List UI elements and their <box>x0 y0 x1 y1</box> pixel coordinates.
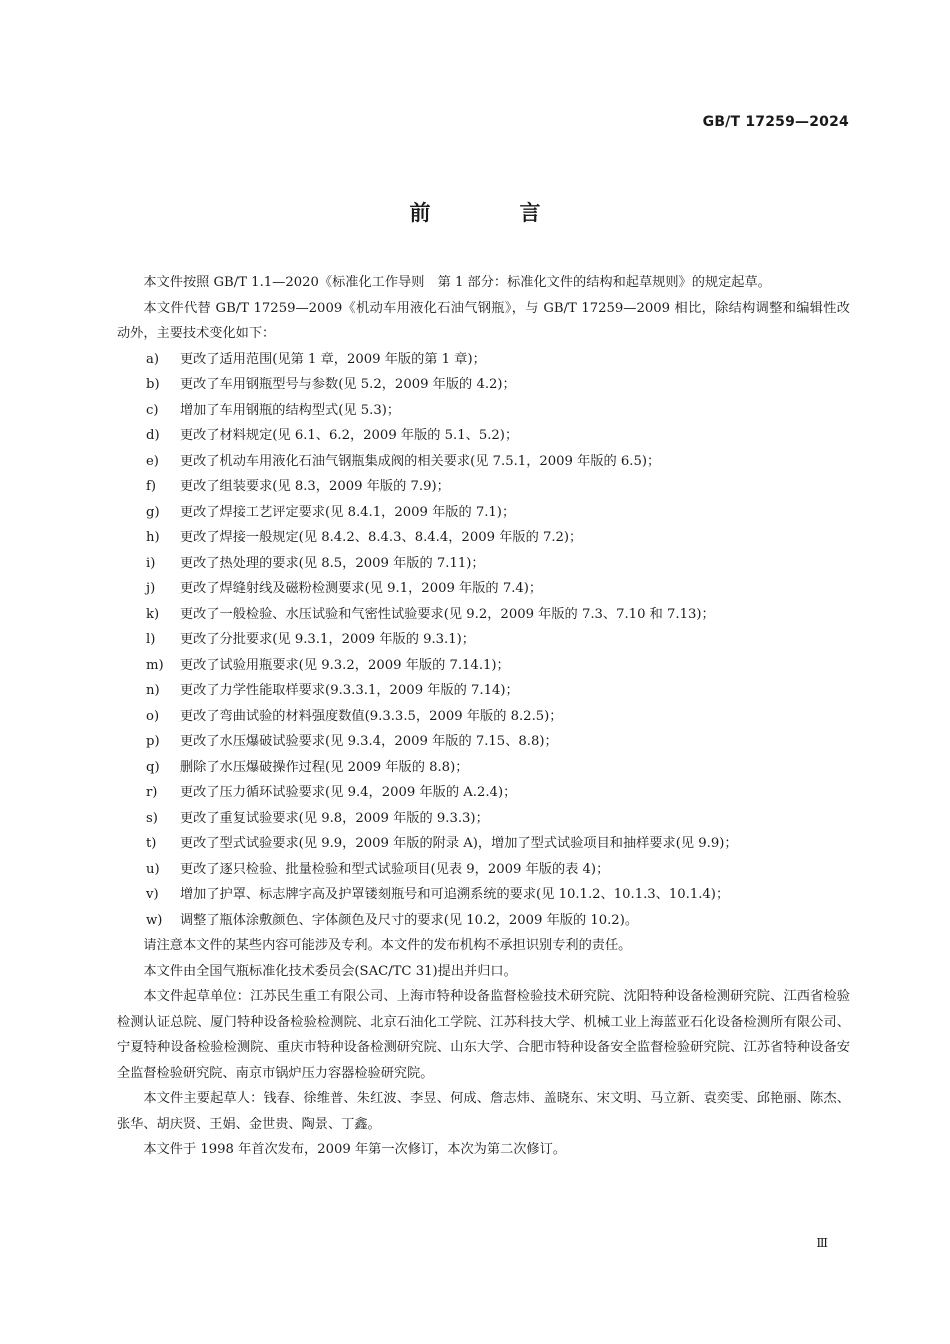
list-item-label: v) <box>146 887 159 902</box>
list-item-text: 更改了焊缝射线及磁粉检测要求(见 9.1，2009 年版的 7.4)； <box>180 581 543 596</box>
intro-paragraph: 本文件按照 GB/T 1.1—2020《标准化工作导则 第 1 部分：标准化文件的结构和起草规则》的规定起草。 <box>143 275 771 290</box>
list-item-text: 更改了一般检验、水压试验和气密性试验要求(见 9.2，2009 年版的 7.3、7.10 和 7.13)； <box>180 606 715 622</box>
list-item-text: 增加了护罩、标志牌字高及护罩镂刻瓶号和可追溯系统的要求(见 10.1.2、10.1.3、10.1.4)； <box>180 887 730 902</box>
list-item-label: j) <box>146 581 156 596</box>
list-item <box>117 347 850 373</box>
list-item-label: i) <box>146 555 156 571</box>
list-item-text: 增加了车用钢瓶的结构型式(见 5.3)； <box>180 402 401 418</box>
patent-notice: 请注意本文件的某些内容可能涉及专利。本文件的发布机构不承担识别专利的责任。 <box>143 938 632 953</box>
list-item-text: 更改了逐只检验、批量检验和型式试验项目(见表 9，2009 年版的表 4)； <box>180 861 610 877</box>
list-item-text: 更改了重复试验要求(见 9.8，2009 年版的 9.3.3)； <box>180 810 489 826</box>
list-item-label: c) <box>146 402 159 418</box>
list-item <box>117 525 850 551</box>
list-item <box>117 806 850 832</box>
list-item-text: 调整了瓶体涂敷颜色、字体颜色及尺寸的要求(见 10.2，2009 年版的 10.2)。 <box>180 912 639 928</box>
list-item <box>117 857 850 883</box>
list-item <box>117 780 850 806</box>
list-item <box>117 500 850 526</box>
intro-paragraph: 本文件代替 GB/T 17259—2009《机动车用液化石油气钢瓶》，与 GB/T 17259—2009 相比，除结构调整和编辑性改动外，主要技术变化如下： <box>117 300 850 341</box>
list-item <box>117 551 850 577</box>
list-item <box>117 576 850 602</box>
list-item-text: 更改了热处理的要求(见 8.5，2009 年版的 7.11)； <box>180 555 485 571</box>
list-item-text: 更改了力学性能取样要求(9.3.3.1，2009 年版的 7.14)； <box>180 683 519 698</box>
committee-statement: 本文件由全国气瓶标准化技术委员会(SAC/TC 31)提出并归口。 <box>143 963 517 979</box>
list-item-label: w) <box>146 912 163 928</box>
list-item-label: h) <box>146 530 160 545</box>
list-item-text: 更改了材料规定(见 6.1、6.2，2009 年版的 5.1、5.2)； <box>180 428 519 443</box>
list-item-text: 更改了压力循环试验要求(见 9.4，2009 年版的 A.2.4)； <box>180 785 517 800</box>
list-item-text: 更改了机动车用液化石油气钢瓶集成阀的相关要求(见 7.5.1，2009 年版的 6.5)； <box>180 453 661 469</box>
list-item-label: d) <box>146 428 160 443</box>
list-item <box>117 678 850 704</box>
list-item <box>117 474 850 500</box>
list-item-label: l) <box>146 632 156 647</box>
changes-list <box>117 347 850 934</box>
list-item <box>117 729 850 755</box>
list-item-text: 更改了车用钢瓶型号与参数(见 5.2，2009 年版的 4.2)； <box>180 377 516 392</box>
list-item <box>117 755 850 781</box>
drafters: 本文件主要起草人：钱春、徐维普、朱红波、李昱、何成、詹志炜、盖晓东、宋文明、马立新、袁奕雯、邱艳丽、陈杰、张华、胡庆贤、王娟、金世贵、陶景、丁鑫。 <box>117 1091 850 1132</box>
list-item-label: s) <box>146 810 158 826</box>
list-item <box>117 423 850 449</box>
list-item-label: f) <box>146 479 157 494</box>
list-item-text: 更改了组装要求(见 8.3，2009 年版的 7.9)； <box>180 479 450 494</box>
list-item-text: 更改了型式试验要求(见 9.9，2009 年版的附录 A)，增加了型式试验项目和抽样要求(见 9.9)； <box>180 836 738 851</box>
list-item <box>117 882 850 908</box>
drafting-units: 本文件起草单位：江苏民生重工有限公司、上海市特种设备监督检验技术研究院、沈阳特种设备检测研究院、江西省检验检测认证总院、厦门特种设备检验检测院、北京石油化工学院、江苏科技大学、机械工业上海蓝亚石化设备检测所有限公司、宁夏特种设备检验检测院、重庆市特种设备检测研究院、山东大学、合肥市特种设备安全监督检验研究院、江苏省特种设备安全监督检验研究院、南京市锅炉压力容器检验研究院。 <box>117 989 850 1081</box>
list-item-text: 更改了焊接一般规定(见 8.4.2、8.4.3、8.4.4，2009 年版的 7.2)； <box>180 530 583 545</box>
list-item-label: g) <box>146 504 160 520</box>
list-item <box>117 602 850 628</box>
page-title: 前 言 <box>409 201 575 225</box>
list-item-text: 更改了分批要求(见 9.3.1，2009 年版的 9.3.1)； <box>180 632 475 647</box>
list-item <box>117 831 850 857</box>
list-item-label: k) <box>146 606 160 622</box>
document-body <box>117 270 850 1163</box>
list-item-label: p) <box>146 734 160 749</box>
list-item-label: r) <box>146 785 158 800</box>
list-item <box>117 372 850 398</box>
list-item-label: t) <box>146 836 157 851</box>
list-item-label: m) <box>146 657 164 673</box>
list-item <box>117 449 850 475</box>
list-item-text: 更改了适用范围(见第 1 章，2009 年版的第 1 章)； <box>180 351 486 367</box>
list-item <box>117 398 850 424</box>
list-item-text: 更改了水压爆破试验要求(见 9.3.4，2009 年版的 7.15、8.8)； <box>180 734 558 749</box>
list-item-label: a) <box>146 351 160 367</box>
list-item <box>117 908 850 934</box>
standard-code: GB/T 17259—2024 <box>702 114 849 130</box>
list-item-label: n) <box>146 683 160 698</box>
list-item-label: b) <box>146 377 160 392</box>
list-item-label: q) <box>146 759 160 775</box>
publication-history: 本文件于 1998 年首次发布，2009 年第一次修订，本次为第二次修订。 <box>143 1142 566 1157</box>
list-item-label: e) <box>146 453 159 469</box>
page-number: Ⅲ <box>816 1236 828 1250</box>
list-item-label: u) <box>146 861 160 877</box>
list-item-label: o) <box>146 708 160 724</box>
list-item <box>117 704 850 730</box>
list-item-text: 更改了焊接工艺评定要求(见 8.4.1，2009 年版的 7.1)； <box>180 504 516 520</box>
list-item-text: 删除了水压爆破操作过程(见 2009 年版的 8.8)； <box>180 759 469 775</box>
list-item-text: 更改了弯曲试验的材料强度数值(9.3.3.5，2009 年版的 8.2.5)； <box>180 708 563 724</box>
list-item <box>117 653 850 679</box>
list-item <box>117 627 850 653</box>
list-item-text: 更改了试验用瓶要求(见 9.3.2，2009 年版的 7.14.1)； <box>180 657 510 673</box>
